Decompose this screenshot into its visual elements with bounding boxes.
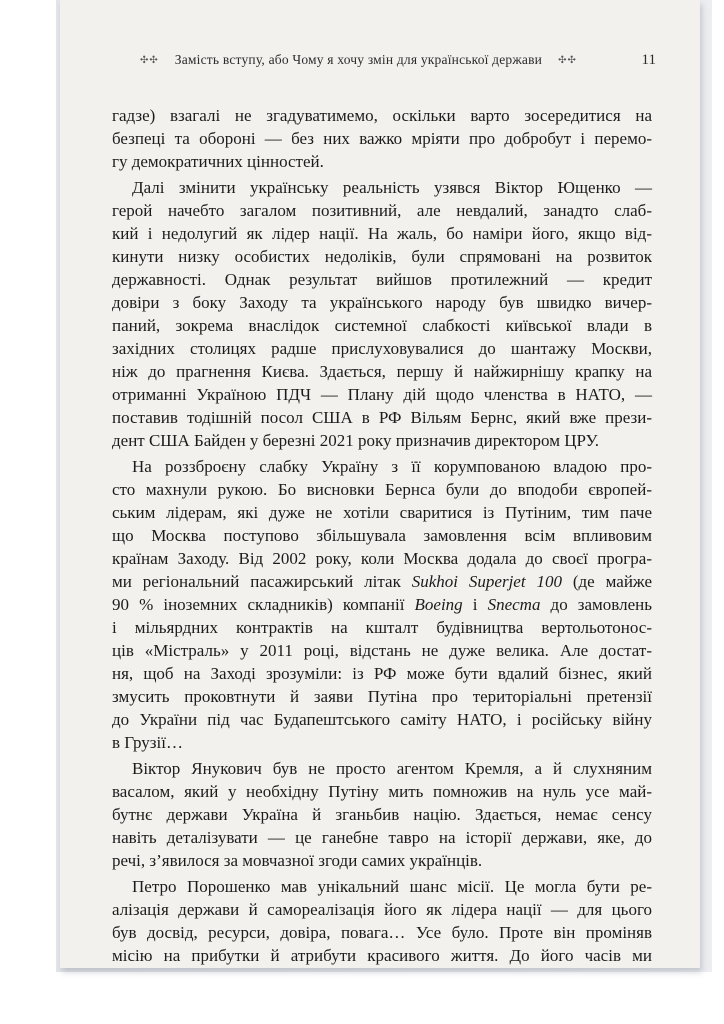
- text-line: місію на прибутки й атрибути красивого життя. До його часів ми: [112, 946, 652, 965]
- text-line: до України під час Будапештського саміту НАТО, і російську війну: [112, 710, 652, 729]
- text-line: паний, зокрема внаслідок системної слабкості київської влади в: [112, 316, 652, 335]
- paragraph-5: [112, 875, 652, 967]
- book-page: [60, 0, 700, 968]
- text-segment: 90 % іноземних складників) компанії: [112, 595, 415, 614]
- text-line: ським лідерам, які дуже не хотіли сваритися із Путіним, тим паче: [112, 503, 652, 522]
- text-line: речі, з’явилося за мовчазної згоди самих українців.: [112, 851, 483, 870]
- text-line-with-italic: [112, 570, 652, 593]
- text-line: дент США Байден у березні 2021 року призначив директором ЦРУ.: [112, 431, 600, 450]
- text-line: сто махнули рукою. Бо висновки Бернса були до вподоби європей-: [112, 480, 652, 499]
- ornament-left-icon: ✣✣: [140, 54, 159, 66]
- text-line: і мільярдних контрактів на кшталт будівництва вертольотонос-: [112, 618, 652, 637]
- aircraft-name: Sukhoi Superjet 100: [411, 572, 562, 591]
- running-header: [140, 48, 680, 72]
- text-line: що Москва поступово збільшувала замовлення всім впливовим: [112, 526, 652, 545]
- text-line: державності. Однак результат вийшов протилежний — кредит: [112, 270, 652, 289]
- text-line: країнам Заходу. Від 2002 року, коли Москва додала до своєї програ-: [112, 549, 652, 568]
- paragraph-4: [112, 757, 652, 872]
- paragraph-3: [112, 455, 652, 754]
- text-line: в Грузії…: [112, 733, 183, 752]
- text-line: бутнє держави Україна й зганьбив націю. Здається, немає сенсу: [112, 805, 652, 824]
- text-line-with-italic: [112, 593, 652, 616]
- text-line: навіть деталізувати — це ганебне тавро на історії держави, яке, до: [112, 828, 652, 847]
- text-line: кинути низку особистих недоліків, були спрямовані на розвиток: [112, 247, 652, 266]
- text-line: герой начебто загалом позитивний, але невдалий, занадто слаб-: [112, 201, 652, 220]
- text-segment: ми регіональний пасажирський літак: [112, 572, 412, 591]
- text-segment: до замовлень: [540, 595, 652, 614]
- text-line: Петро Порошенко мав унікальний шанс місії. Це могла бути ре-: [132, 877, 652, 896]
- text-line: кий і недолугий як лідер нації. На жаль, бо наміри його, якщо від-: [112, 224, 652, 243]
- paragraph-2: [112, 176, 652, 452]
- text-line: був досвід, ресурси, довіра, повага… Усе було. Проте він проміняв: [112, 923, 652, 942]
- text-line: гу демократичних цінностей.: [112, 152, 324, 171]
- running-title: Замість вступу, або Чому я хочу змін для української держави: [174, 52, 543, 67]
- text-line: безпеці та обороні — без них важко мріяти про добробут і перемо-: [112, 129, 652, 148]
- paragraph-1: [112, 104, 652, 173]
- text-line: Далі змінити українську реальність узявся Віктор Ющенко —: [132, 178, 652, 197]
- text-line: ня, щоб на Заході зрозуміли: із РФ може бути вдалий бізнес, який: [112, 664, 652, 683]
- text-segment: (де майже: [561, 572, 652, 591]
- page-number: 11: [641, 52, 656, 68]
- text-line: гадзе) взагалі не згадуватимемо, оскільки варто зосередитися на: [112, 106, 652, 125]
- text-segment: і: [462, 595, 488, 614]
- text-line: васалом, який у необхідну Путіну мить помножив на нуль усе май-: [112, 782, 652, 801]
- ornament-right-icon: ✣✣: [558, 54, 577, 66]
- company-name-snecma: Snecma: [487, 595, 541, 614]
- text-line: змусить проковтнути й заяви Путіна про територіальні претензії: [112, 687, 652, 706]
- text-line: ніж до прагнення Києва. Здається, першу й найжирнішу крапку на: [112, 362, 652, 381]
- text-line: західних столицях радше прислуховувалися до шантажу Москви,: [112, 339, 652, 358]
- text-line: Віктор Янукович був не просто агентом Кремля, а й слухняним: [132, 759, 652, 778]
- text-line: довіри з боку Заходу та українського народу був швидко вичер-: [112, 293, 652, 312]
- body-text: [112, 104, 652, 967]
- company-name-boeing: Boeing: [414, 595, 463, 614]
- text-line: отриманні Україною ПДЧ — Плану дій щодо членства в НАТО, —: [112, 385, 652, 404]
- text-line: ців «Містраль» у 2011 році, відстань не дуже велика. Але достат-: [112, 641, 652, 660]
- text-line: поставив тодішній посол США в РФ Вільям Бернс, який вже прези-: [112, 408, 652, 427]
- text-line: алізація держави й самореалізація його як лідера нації — для цього: [112, 900, 652, 919]
- text-line: На роззброєну слабку Україну з її корумпованою владою про-: [132, 457, 652, 476]
